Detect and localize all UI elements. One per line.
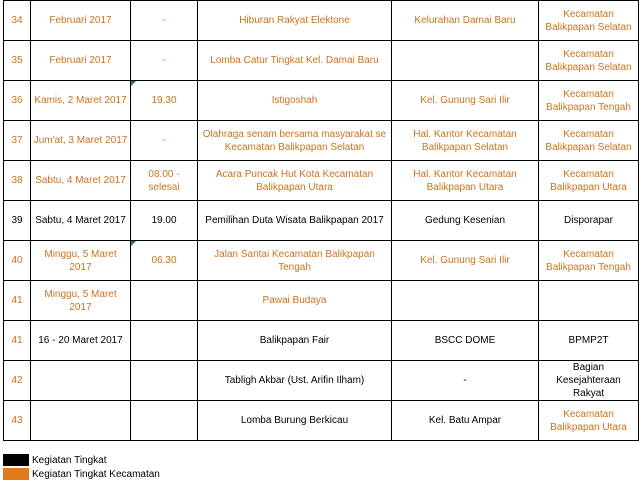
event-organizer: Kecamatan Balikpapan Tengah <box>539 241 639 281</box>
table-row <box>4 41 639 81</box>
row-number: 36 <box>4 81 31 121</box>
event-name: Lomba Burung Berkicau <box>198 401 392 441</box>
event-location: BSCC DOME <box>392 321 539 361</box>
event-date <box>31 361 131 401</box>
event-location: Kel. Batu Ampar <box>392 401 539 441</box>
event-location: Gedung Kesenian <box>392 201 539 241</box>
event-time <box>131 321 198 361</box>
event-name: Olahraga senam bersama masyarakat se Kecamatan Balikpapan Selatan <box>198 121 392 161</box>
event-location: Kel. Gunung Sari Ilir <box>392 81 539 121</box>
event-time: 19.30 <box>131 81 198 121</box>
event-time <box>131 281 198 321</box>
legend <box>3 453 203 481</box>
event-organizer: Disporapar <box>539 201 639 241</box>
event-date: Jum'at, 3 Maret 2017 <box>31 121 131 161</box>
event-location: Kel. Gunung Sari Ilir <box>392 241 539 281</box>
event-time: 08.00 - selesai <box>131 161 198 201</box>
event-organizer: Kecamatan Balikpapan Utara <box>539 401 639 441</box>
event-name: Tabligh Akbar (Ust. Arifin Ilham) <box>198 361 392 401</box>
table-row <box>4 321 639 361</box>
legend-item <box>3 467 203 481</box>
event-date: Kamis, 2 Maret 2017 <box>31 81 131 121</box>
event-organizer: Kecamatan Balikpapan Tengah <box>539 81 639 121</box>
event-time <box>131 401 198 441</box>
event-organizer: Kecamatan Balikpapan Utara <box>539 161 639 201</box>
event-date: Sabtu, 4 Maret 2017 <box>31 201 131 241</box>
event-date: Minggu, 5 Maret 2017 <box>31 241 131 281</box>
event-time: - <box>131 121 198 161</box>
row-number: 39 <box>4 201 31 241</box>
table-row <box>4 121 639 161</box>
event-date: Februari 2017 <box>31 41 131 81</box>
event-location <box>392 41 539 81</box>
event-name: Pawai Budaya <box>198 281 392 321</box>
table-row <box>4 241 639 281</box>
row-number: 41 <box>4 281 31 321</box>
legend-swatch-black <box>3 454 29 466</box>
event-organizer: Kecamatan Balikpapan Selatan <box>539 41 639 81</box>
event-organizer: Kecamatan Balikpapan Selatan <box>539 1 639 41</box>
event-time: - <box>131 41 198 81</box>
legend-item <box>3 453 203 467</box>
table-row <box>4 401 639 441</box>
event-location: Hal. Kantor Kecamatan Balikpapan Utara <box>392 161 539 201</box>
row-number: 37 <box>4 121 31 161</box>
event-location: Kelurahan Damai Baru <box>392 1 539 41</box>
event-date: Sabtu, 4 Maret 2017 <box>31 161 131 201</box>
legend-label: Kegiatan Tingkat <box>32 454 107 466</box>
table-row <box>4 281 639 321</box>
event-name: Lomba Catur Tingkat Kel. Damai Baru <box>198 41 392 81</box>
row-number: 43 <box>4 401 31 441</box>
event-date: Februari 2017 <box>31 1 131 41</box>
legend-swatch-orange <box>3 468 29 480</box>
event-organizer <box>539 281 639 321</box>
table-row <box>4 161 639 201</box>
row-number: 34 <box>4 1 31 41</box>
table-row <box>4 1 639 41</box>
event-date <box>31 401 131 441</box>
row-number: 41 <box>4 321 31 361</box>
event-name: Istigoshah <box>198 81 392 121</box>
table-row <box>4 361 639 401</box>
event-name: Jalan Santai Kecamatan Balikpapan Tengah <box>198 241 392 281</box>
table-row <box>4 81 639 121</box>
event-name: Balikpapan Fair <box>198 321 392 361</box>
event-time: 06.30 <box>131 241 198 281</box>
row-number: 38 <box>4 161 31 201</box>
event-location <box>392 281 539 321</box>
event-time <box>131 361 198 401</box>
event-name: Acara Puncak Hut Kota Kecamatan Balikpapan Utara <box>198 161 392 201</box>
event-organizer: Bagian Kesejahteraan Rakyat <box>539 361 639 401</box>
legend-label: Kegiatan Tingkat Kecamatan <box>32 468 160 480</box>
event-location: - <box>392 361 539 401</box>
event-organizer: Kecamatan Balikpapan Selatan <box>539 121 639 161</box>
table-row <box>4 201 639 241</box>
event-name: Pemilihan Duta Wisata Balikpapan 2017 <box>198 201 392 241</box>
row-number: 42 <box>4 361 31 401</box>
event-location: Hal. Kantor Kecamatan Balikpapan Selatan <box>392 121 539 161</box>
row-number: 35 <box>4 41 31 81</box>
event-time: - <box>131 1 198 41</box>
event-date: 16 - 20 Maret 2017 <box>31 321 131 361</box>
event-name: Hiburan Rakyat Elektone <box>198 1 392 41</box>
event-organizer: BPMP2T <box>539 321 639 361</box>
event-date: Minggu, 5 Maret 2017 <box>31 281 131 321</box>
row-number: 40 <box>4 241 31 281</box>
event-time: 19.00 <box>131 201 198 241</box>
events-table <box>3 0 639 441</box>
